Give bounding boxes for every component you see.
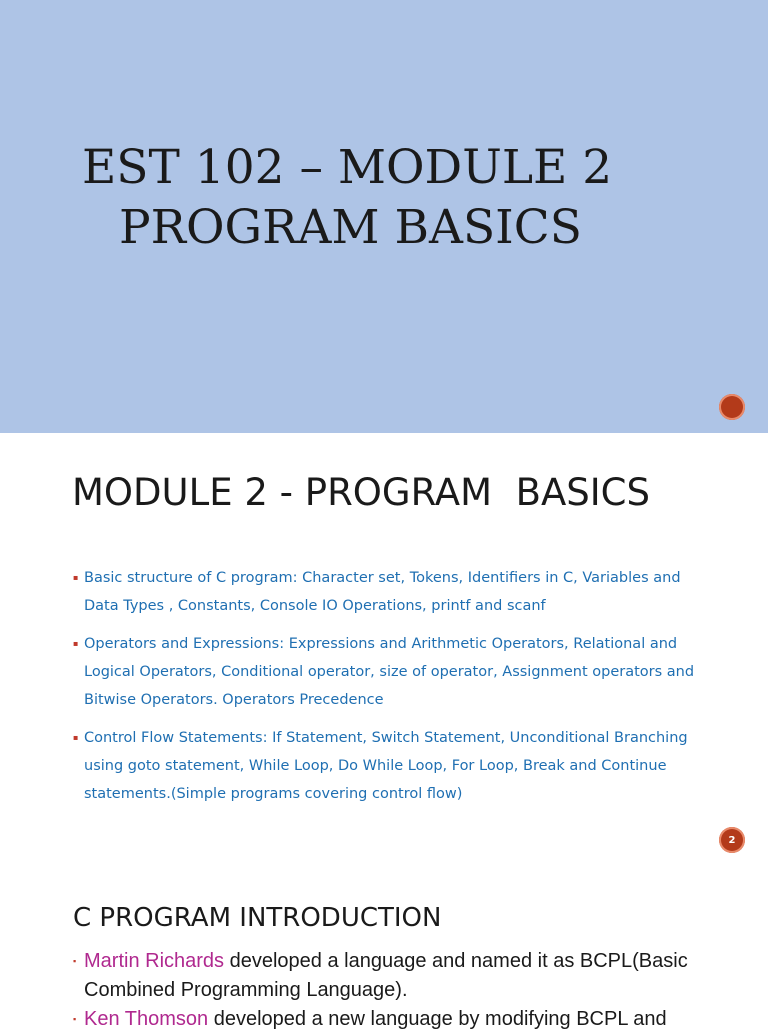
- slide-number-badge: [719, 394, 745, 420]
- person-name: Ken Thomson: [84, 1008, 209, 1030]
- topic-item: ▪ Operators and Expressions: Expressions and Arithmetic Operators, Relational and Logical Operators, Conditional operator, size of operator, Assignment operators and Bitwise Operators. Operators Precedence: [75, 630, 695, 714]
- intro-slide: [0, 863, 768, 1030]
- intro-item-text: developed a language and named it as BCPL(Basic Combined Programming Language).: [84, 950, 688, 1001]
- title-slide: [0, 0, 768, 433]
- intro-item: [73, 947, 713, 1005]
- intro-item: [73, 1005, 713, 1034]
- title-line-2: PROGRAM BASICS: [119, 200, 582, 255]
- intro-list: [73, 947, 713, 1034]
- module-title: MODULE 2 - PROGRAM BASICS: [72, 471, 650, 514]
- topic-list: [75, 564, 695, 818]
- intro-title: C PROGRAM INTRODUCTION: [73, 903, 442, 933]
- person-name: Martin Richards: [84, 950, 225, 972]
- module-slide: [0, 433, 768, 863]
- intro-item-text: developed a new language by modifying BCPL and: [208, 1008, 667, 1030]
- topic-item: ▪ Control Flow Statements: If Statement, Switch Statement, Unconditional Branching using goto statement, While Loop, Do While Loop, For Loop, Break and Continue statements.(Simple programs covering control flow): [75, 724, 695, 808]
- slide-title: [82, 138, 612, 258]
- title-line-1: EST 102 – MODULE 2: [82, 140, 613, 195]
- page-number-badge: 2: [719, 827, 745, 853]
- topic-item: ▪ Basic structure of C program: Character set, Tokens, Identifiers in C, Variables and Data Types , Constants, Console IO Operations, printf and scanf: [75, 564, 695, 620]
